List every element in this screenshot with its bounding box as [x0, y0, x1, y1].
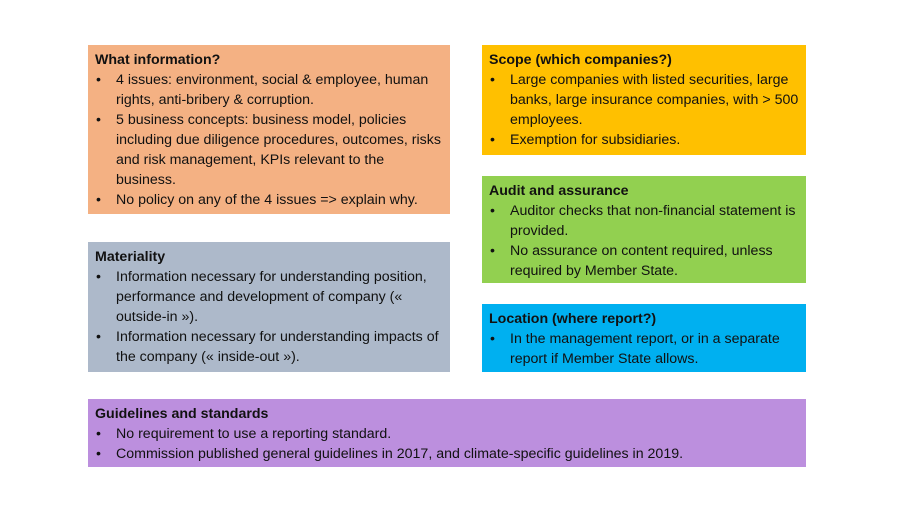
audit-assurance-bullet: • No assurance on content required, unless required by Member State.	[489, 241, 799, 281]
materiality-box	[88, 242, 450, 372]
location-list	[489, 329, 799, 369]
what-information-box	[88, 45, 450, 214]
scope-list	[489, 70, 799, 150]
what-information-bullet: • 5 business concepts: business model, policies including due diligence procedures, outcomes, risks and risk management, KPIs relevant to the business.	[95, 110, 443, 190]
audit-assurance-title: Audit and assurance	[489, 183, 629, 199]
materiality-list	[95, 267, 443, 367]
scope-title: Scope (which companies?)	[489, 52, 672, 68]
what-information-title: What information?	[95, 52, 221, 68]
materiality-title: Materiality	[95, 249, 166, 265]
scope-bullet: • Large companies with listed securities, large banks, large insurance companies, with > 500 employees.	[489, 70, 799, 130]
audit-assurance-box	[482, 176, 806, 283]
what-information-bullet: • No policy on any of the 4 issues => explain why.	[95, 190, 443, 210]
location-title: Location (where report?)	[489, 311, 657, 327]
location-box	[482, 304, 806, 372]
audit-assurance-list	[489, 201, 799, 281]
guidelines-standards-bullet: • Commission published general guidelines in 2017, and climate-specific guidelines in 2019.	[95, 444, 799, 464]
guidelines-standards-box	[88, 399, 806, 467]
audit-assurance-bullet: • Auditor checks that non-financial statement is provided.	[489, 201, 799, 241]
location-bullet: • In the management report, or in a separate report if Member State allows.	[489, 329, 799, 369]
guidelines-standards-title: Guidelines and standards	[95, 406, 269, 422]
scope-bullet: • Exemption for subsidiaries.	[489, 130, 799, 150]
what-information-bullet: • 4 issues: environment, social & employee, human rights, anti-bribery & corruption.	[95, 70, 443, 110]
materiality-bullet: • Information necessary for understanding position, performance and development of company (« outside-in »).	[95, 267, 443, 327]
guidelines-standards-list	[95, 424, 799, 464]
scope-box	[482, 45, 806, 155]
what-information-list	[95, 70, 443, 210]
materiality-bullet: • Information necessary for understanding impacts of the company (« inside-out »).	[95, 327, 443, 367]
guidelines-standards-bullet: • No requirement to use a reporting standard.	[95, 424, 799, 444]
